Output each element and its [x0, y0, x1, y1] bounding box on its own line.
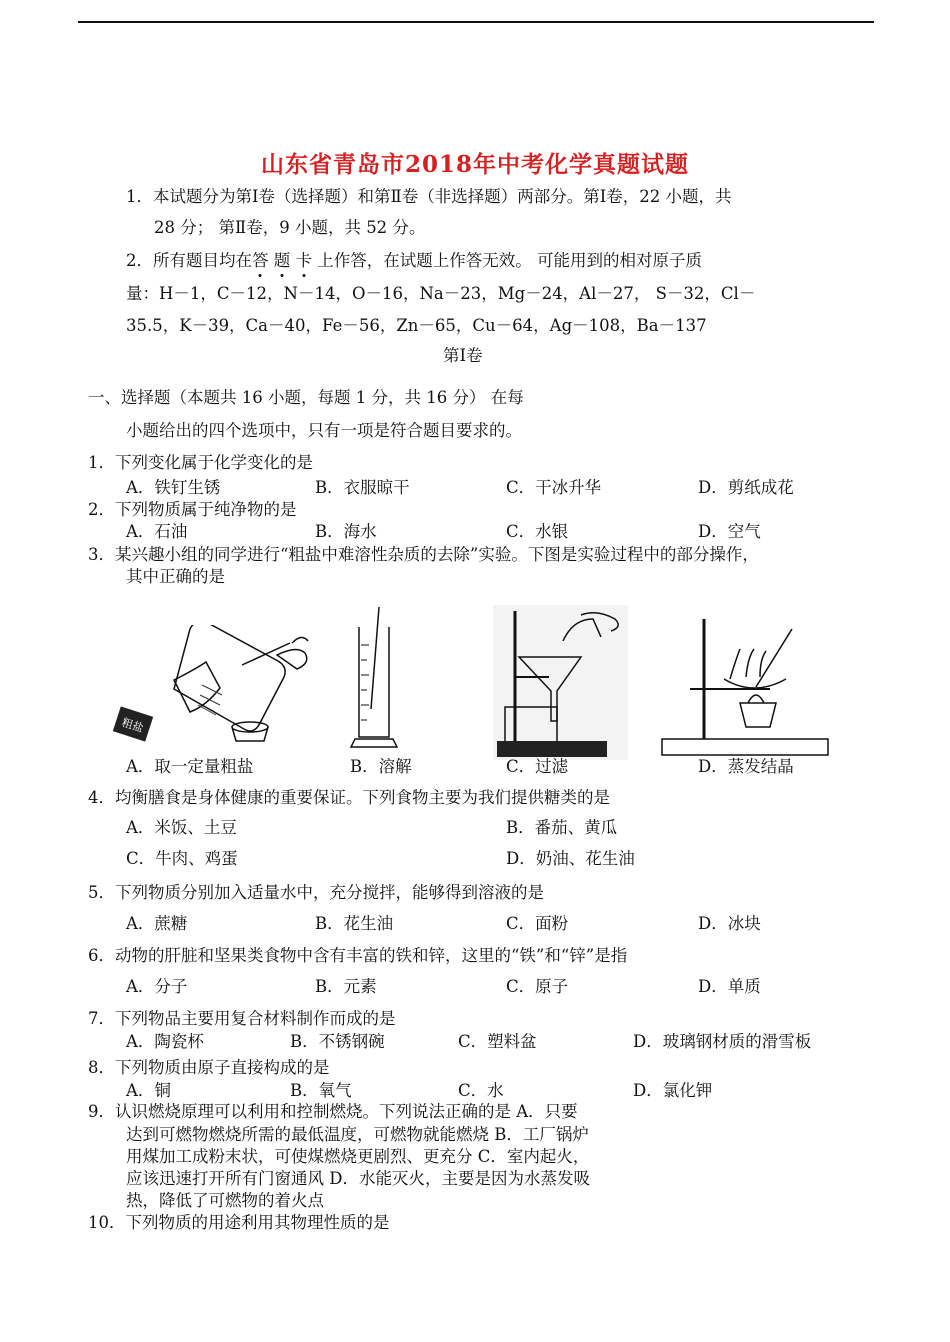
q6-option-c: C．原子 — [506, 977, 569, 996]
q3-stem-line-1: 3．某兴趣小组的同学进行“粗盐中难溶性杂质的去除”实验。下图是实验过程中的部分操作， — [88, 545, 759, 564]
q2-option-b: B．海水 — [315, 522, 377, 541]
q8-option-d: D．氯化钾 — [633, 1081, 713, 1100]
q5-option-a: A．蔗糖 — [126, 914, 188, 933]
q2-option-d: D．空气 — [698, 522, 761, 541]
q7-option-d: D．玻璃钢材质的滑雪板 — [633, 1032, 812, 1051]
note-1-line-2: 28 分； 第Ⅱ卷，9 小题，共 52 分。 — [154, 218, 426, 237]
q7-option-a: A．陶瓷杯 — [126, 1032, 204, 1051]
q7-option-c: C．塑料盆 — [458, 1032, 537, 1051]
q8-option-b: B．氧气 — [290, 1081, 352, 1100]
q3-option-d: D．蒸发结晶 — [698, 757, 794, 776]
section-heading-line-1: 一、选择题（本题共 16 小题，每题 1 分，共 16 分） 在每 — [88, 388, 524, 407]
q4-stem: 4．均衡膳食是身体健康的重要保证。下列食物主要为我们提供糖类的是 — [88, 788, 610, 807]
figure-dissolve — [345, 605, 415, 755]
q3-option-a: A．取一定量粗盐 — [126, 757, 254, 776]
figure-take-salt — [112, 625, 312, 750]
salt-label-text: 粗盐 — [120, 715, 146, 736]
q2-option-a: A．石油 — [126, 522, 188, 541]
q1-option-a: A．铁钉生锈 — [126, 478, 221, 497]
note-2-line-2: 量：H－1，C－12，N－14，O－16，Na－23，Mg－24，Al－27， S－32，Cl－ — [126, 284, 756, 303]
filter-stand-base — [497, 741, 607, 757]
header-rule — [78, 21, 874, 23]
q9-line-4: 应该迅速打开所有门窗通风 D．水能灭火，主要是因为水蒸发吸 — [126, 1169, 590, 1188]
q6-option-a: A．分子 — [126, 977, 188, 996]
emphasis-char-1-text: 答 — [252, 251, 269, 270]
figure-filter — [493, 605, 628, 760]
q3-stem-line-2: 其中正确的是 — [126, 567, 225, 586]
note-2-suffix: 上作答，在试题上作答无效。 可能用到的相对原子质 — [317, 251, 702, 270]
q9-line-1: 9．认识燃烧原理可以利用和控制燃烧。下列说法正确的是 A．只要 — [88, 1102, 578, 1121]
q1-stem: 1．下列变化属于化学变化的是 — [88, 453, 313, 472]
q3-option-c: C．过滤 — [506, 757, 569, 776]
page-title: 山东省青岛市2018年中考化学真题试题 — [260, 151, 689, 178]
q6-stem: 6．动物的肝脏和坚果类食物中含有丰富的铁和锌，这里的“铁”和“锌”是指 — [88, 946, 628, 965]
emphasis-char-3 — [296, 251, 313, 270]
volume-heading: 第Ⅰ卷 — [443, 346, 483, 365]
q5-stem: 5．下列物质分别加入适量水中，充分搅拌，能够得到溶液的是 — [88, 883, 544, 902]
q6-option-b: B．元素 — [315, 977, 377, 996]
q9-line-3: 用煤加工成粉末状，可使煤燃烧更剧烈、更充分 C．室内起火， — [126, 1147, 590, 1166]
section-heading-line-2: 小题给出的四个选项中，只有一项是符合题目要求的。 — [126, 421, 522, 440]
q2-stem: 2．下列物质属于纯净物的是 — [88, 500, 297, 519]
q1-option-d: D．剪纸成花 — [698, 478, 794, 497]
emphasis-char-2 — [274, 251, 291, 270]
q9-line-2: 达到可燃物燃烧所需的最低温度，可燃物就能燃烧 B．工厂锅炉 — [126, 1125, 589, 1144]
q2-option-c: C．水银 — [506, 522, 569, 541]
q7-stem: 7．下列物品主要用复合材料制作而成的是 — [88, 1009, 396, 1028]
q8-stem: 8．下列物质由原子直接构成的是 — [88, 1058, 330, 1077]
q8-option-c: C．水 — [458, 1081, 504, 1100]
q9-line-5: 热，降低了可燃物的着火点 — [126, 1191, 324, 1210]
q7-option-b: B．不锈钢碗 — [290, 1032, 385, 1051]
figure-evaporate — [660, 617, 830, 757]
q3-option-b: B．溶解 — [350, 757, 412, 776]
note-2-prefix: 2．所有题目均在 — [126, 251, 252, 270]
emphasis-char-3-text: 卡 — [295, 251, 312, 270]
note-2-line-1 — [126, 251, 702, 271]
q4-option-d: D．奶油、花生油 — [506, 849, 635, 868]
q5-option-c: C．面粉 — [506, 914, 569, 933]
q6-option-d: D．单质 — [698, 977, 761, 996]
q8-option-a: A．铜 — [126, 1081, 171, 1100]
q5-option-b: B．花生油 — [315, 914, 394, 933]
note-1-line-1: 1．本试题分为第Ⅰ卷（选择题）和第Ⅱ卷（非选择题）两部分。第Ⅰ卷，22 小题，共 — [126, 187, 732, 206]
q4-option-b: B．番茄、黄瓜 — [506, 818, 618, 837]
q1-option-c: C．干冰升华 — [506, 478, 602, 497]
note-2-line-3: 35.5，K－39，Ca－40，Fe－56，Zn－65，Cu－64，Ag－108，Ba－137 — [126, 316, 707, 335]
q4-option-a: A．米饭、土豆 — [126, 818, 237, 837]
emphasis-char-2-text: 题 — [273, 251, 291, 270]
emphasis-char-1 — [252, 251, 269, 270]
q5-option-d: D．冰块 — [698, 914, 761, 933]
q4-option-c: C．牛肉、鸡蛋 — [126, 849, 238, 868]
q1-option-b: B．衣服晾干 — [315, 478, 410, 497]
q10-stem: 10．下列物质的用途利用其物理性质的是 — [88, 1213, 390, 1232]
